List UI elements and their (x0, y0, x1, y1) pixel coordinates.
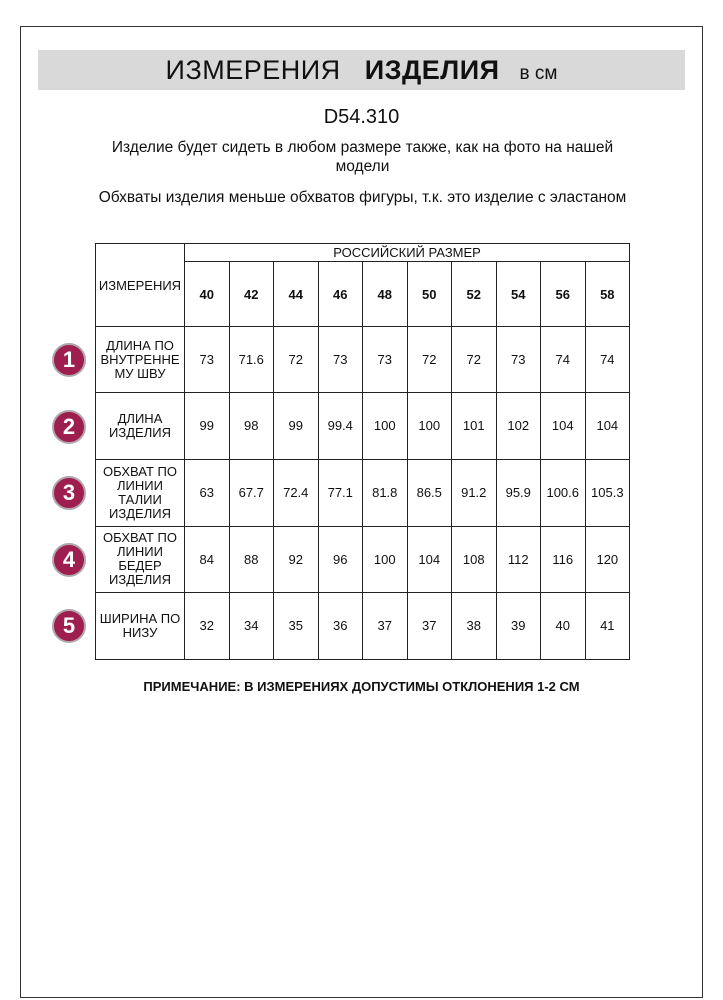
title-part2: ИЗДЕЛИЯ (364, 55, 500, 85)
size-header-cell: 48 (363, 262, 408, 327)
value-cell: 101 (452, 393, 497, 459)
table-row (96, 393, 630, 459)
row-label: ОБХВАТ ПО ЛИНИИ БЕДЕР ИЗДЕЛИЯ (96, 526, 185, 592)
row-label: ДЛИНА ИЗДЕЛИЯ (96, 393, 185, 459)
value-cell: 41 (585, 592, 630, 659)
row-number-badge: 5 (52, 609, 86, 643)
value-cell: 116 (541, 526, 586, 592)
row-label: ШИРИНА ПО НИЗУ (96, 592, 185, 659)
value-cell: 100 (407, 393, 452, 459)
value-cell: 67.7 (229, 459, 274, 526)
value-cell: 100 (363, 393, 408, 459)
value-cell: 81.8 (363, 459, 408, 526)
fit-note: Изделие будет сидеть в любом размере также, как на фото на нашей модели (111, 139, 614, 175)
footer-note: ПРИМЕЧАНИЕ: В ИЗМЕРЕНИЯХ ДОПУСТИМЫ ОТКЛОНЕНИЯ 1-2 СМ (143, 679, 580, 694)
row-label: ОБХВАТ ПО ЛИНИИ ТАЛИИ ИЗДЕЛИЯ (96, 459, 185, 526)
size-header-cell: 46 (318, 262, 363, 327)
value-cell: 99 (274, 393, 319, 459)
elastane-note: Обхваты изделия меньше обхватов фигуры, т.к. это изделие с эластаном (98, 189, 627, 206)
russian-size-header: РОССИЙСКИЙ РАЗМЕР (185, 244, 630, 262)
size-header-cell: 58 (585, 262, 630, 327)
size-header-cell: 54 (496, 262, 541, 327)
size-header-cell: 42 (229, 262, 274, 327)
value-cell: 39 (496, 592, 541, 659)
table-row (96, 459, 630, 526)
value-cell: 92 (274, 526, 319, 592)
value-cell: 100 (363, 526, 408, 592)
value-cell: 104 (585, 393, 630, 459)
title-unit: в см (519, 63, 558, 84)
size-header-cell: 44 (274, 262, 319, 327)
value-cell: 112 (496, 526, 541, 592)
measurements-header: ИЗМЕРЕНИЯ (96, 244, 185, 327)
value-cell: 105.3 (585, 459, 630, 526)
value-cell: 35 (274, 592, 319, 659)
value-cell: 86.5 (407, 459, 452, 526)
value-cell: 74 (541, 327, 586, 393)
value-cell: 99.4 (318, 393, 363, 459)
size-header-cell: 50 (407, 262, 452, 327)
value-cell: 96 (318, 526, 363, 592)
value-cell: 73 (496, 327, 541, 393)
value-cell: 104 (541, 393, 586, 459)
size-header-cell: 52 (452, 262, 497, 327)
row-number-badge: 3 (52, 476, 86, 510)
value-cell: 108 (452, 526, 497, 592)
row-number-badge: 2 (52, 410, 86, 444)
value-cell: 98 (229, 393, 274, 459)
value-cell: 73 (363, 327, 408, 393)
value-cell: 34 (229, 592, 274, 659)
value-cell: 37 (363, 592, 408, 659)
value-cell: 72 (274, 327, 319, 393)
title-part1: ИЗМЕРЕНИЯ (165, 55, 341, 85)
value-cell: 99 (185, 393, 230, 459)
value-cell: 72 (407, 327, 452, 393)
size-table (95, 243, 630, 660)
value-cell: 32 (185, 592, 230, 659)
value-cell: 88 (229, 526, 274, 592)
value-cell: 63 (185, 459, 230, 526)
product-code: D54.310 (323, 106, 400, 128)
value-cell: 104 (407, 526, 452, 592)
value-cell: 38 (452, 592, 497, 659)
value-cell: 74 (585, 327, 630, 393)
row-label: ДЛИНА ПО ВНУТРЕННЕ МУ ШВУ (96, 327, 185, 393)
value-cell: 91.2 (452, 459, 497, 526)
value-cell: 73 (185, 327, 230, 393)
row-number-badge: 1 (52, 343, 86, 377)
table-row (96, 526, 630, 592)
value-cell: 72 (452, 327, 497, 393)
value-cell: 72.4 (274, 459, 319, 526)
value-cell: 102 (496, 393, 541, 459)
value-cell: 71.6 (229, 327, 274, 393)
value-cell: 95.9 (496, 459, 541, 526)
value-cell: 73 (318, 327, 363, 393)
value-cell: 100.6 (541, 459, 586, 526)
table-row (96, 327, 630, 393)
value-cell: 120 (585, 526, 630, 592)
size-header-cell: 56 (541, 262, 586, 327)
value-cell: 77.1 (318, 459, 363, 526)
value-cell: 84 (185, 526, 230, 592)
title-banner (38, 50, 685, 90)
value-cell: 37 (407, 592, 452, 659)
table-row (96, 592, 630, 659)
size-header-cell: 40 (185, 262, 230, 327)
value-cell: 36 (318, 592, 363, 659)
row-number-badge: 4 (52, 543, 86, 577)
value-cell: 40 (541, 592, 586, 659)
